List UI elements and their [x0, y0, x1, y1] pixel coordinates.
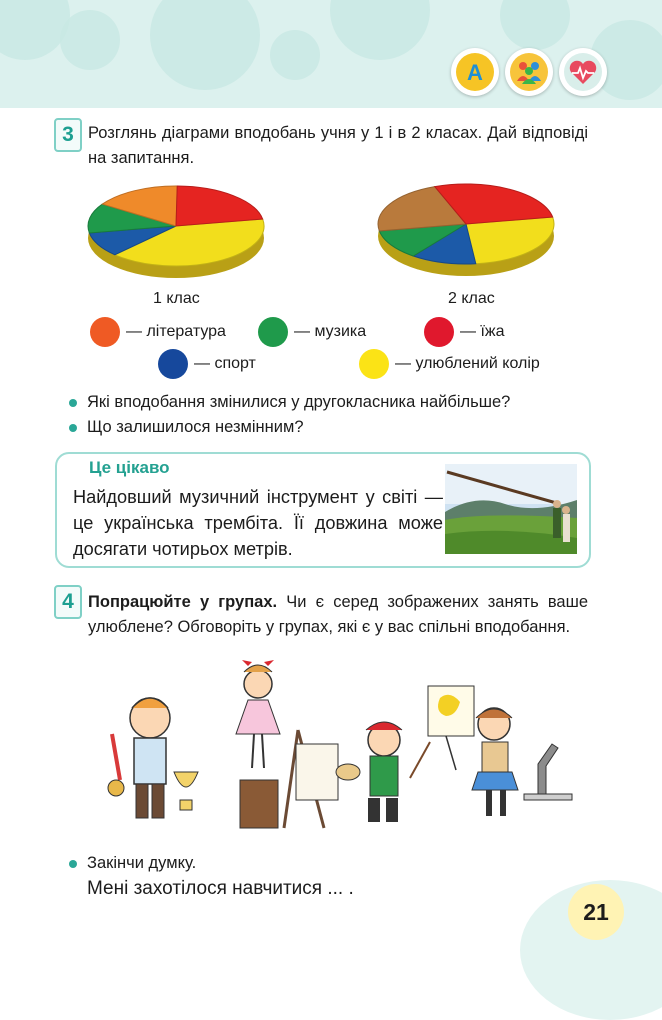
girl-scientist: [428, 686, 572, 816]
boy-with-cup: [108, 698, 198, 818]
pie-slice-4: [176, 186, 263, 226]
people-icon[interactable]: [505, 48, 553, 96]
fact-title: Це цікаво: [89, 458, 170, 477]
fact-box: [55, 452, 591, 568]
legend-item-literature: [90, 316, 226, 348]
legend-dot-favorite-color: [359, 349, 389, 379]
header-band: [0, 0, 662, 108]
question-2: Що залишилося незмінним?: [87, 418, 304, 436]
pie-chart-1: [88, 186, 264, 278]
task3-text: Розглянь діаграми вподобань учня у 1 і в 2 класах. Дай відповіді на запитання.: [88, 124, 588, 167]
chart-caption-1: 1 клас: [153, 290, 200, 307]
hobbies-illustration: [98, 660, 584, 830]
legend-label-food: — їжа: [460, 323, 505, 340]
bullet-icon: [69, 860, 77, 868]
bullet-icon: [69, 399, 77, 407]
task4-rest: Чи є серед зображених занять ваше улюблене? Обговоріть у групах, які є у вас спільні вподобання.: [88, 593, 589, 636]
heart-pulse-icon[interactable]: [559, 48, 607, 96]
legend-item-sport: [158, 348, 256, 380]
chart-caption-2: 2 клас: [448, 290, 495, 307]
legend-item-favorite-color: [359, 348, 540, 380]
task4-bold: Попрацюйте у групах.: [88, 593, 278, 611]
letter-a-icon[interactable]: [451, 48, 499, 96]
legend-item-music: [258, 316, 366, 348]
task4-text: [88, 590, 588, 640]
legend-dot-food: [424, 317, 454, 347]
painter: [284, 722, 430, 828]
ballerina: [236, 660, 280, 828]
finish-sentence: Мені захотілося навчитися ... .: [87, 878, 354, 899]
legend-item-food: [424, 316, 505, 348]
letter-a-glyph: A: [467, 60, 483, 85]
legend-label-literature: — література: [126, 323, 226, 340]
fact-text: Найдовший музичний інструмент у світі — це українська трембіта. Її довжина може досягати чотирьох метрів.: [73, 487, 443, 559]
legend-label-favorite-color: — улюблений колір: [395, 355, 540, 372]
legend-dot-music: [258, 317, 288, 347]
legend-dot-sport: [158, 349, 188, 379]
task-number-4: 4: [54, 585, 82, 619]
page-number: 21: [568, 884, 624, 940]
pie-charts: [86, 178, 586, 288]
trembita-photo: [445, 464, 577, 554]
legend-label-music: — музика: [294, 323, 367, 340]
question-1: Які вподобання змінилися у другокласника найбільше?: [87, 393, 511, 411]
legend-dot-literature: [90, 317, 120, 347]
pie-chart-2: [378, 184, 554, 276]
legend-label-sport: — спорт: [194, 355, 256, 372]
finish-bullet: Закінчи думку.: [87, 854, 197, 872]
bullet-icon: [69, 424, 77, 432]
task-number-3: 3: [54, 118, 82, 152]
